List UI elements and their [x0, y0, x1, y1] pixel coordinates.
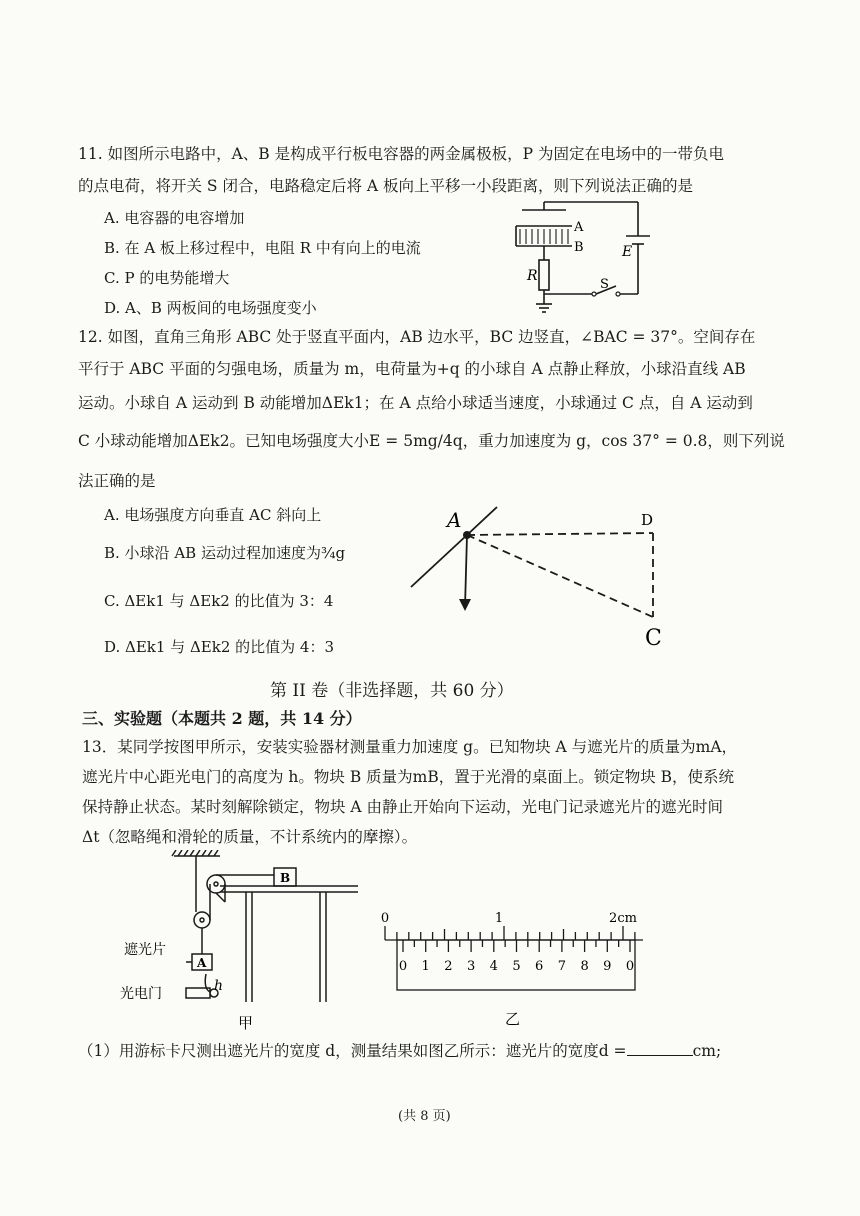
plate-a-label: A	[574, 220, 584, 235]
q13-line1: 13．某同学按图甲所示，安装实验器材测量重力加速度 g。已知物块 A 与遮光片的质量为mA，	[82, 738, 738, 756]
vernier-label: 5	[512, 959, 521, 974]
q12-line1: 12. 如图，直角三角形 ABC 处于竖直平面内，AB 边水平，BC 边竖直，∠BAC = 37°。空间存在	[78, 328, 756, 346]
main-label-2cm: 2cm	[609, 911, 637, 926]
section3-heading: 三、实验题（本题共 2 题，共 14 分）	[82, 709, 362, 728]
q13-sub1	[78, 1040, 721, 1062]
height-h-label: h	[214, 978, 224, 994]
vernier-label: 1	[421, 959, 430, 974]
resistor-label: R	[527, 268, 538, 284]
block-a-label: A	[197, 956, 207, 970]
main-label-0: 0	[380, 911, 390, 926]
block-b-label: B	[280, 871, 291, 885]
vernier-label: 9	[603, 959, 612, 974]
section-title: 第 II 卷（非选择题，共 60 分）	[270, 681, 514, 701]
vernier-label: 2	[444, 959, 453, 974]
q13-sub1-prefix: （1）用游标卡尺测出遮光片的宽度 d，测量结果如图乙所示：遮光片的宽度d =	[78, 1042, 627, 1060]
q12-option-d: D. ΔEk1 与 ΔEk2 的比值为 4：3	[104, 638, 335, 656]
switch-label: S	[600, 277, 609, 292]
q13-line3: 保持静止状态。某时刻解除锁定，物块 A 由静止开始向下运动，光电门记录遮光片的遮光时间	[82, 798, 724, 816]
shade-label: 遮光片	[124, 942, 166, 958]
q12-triangle-diagram	[395, 495, 695, 655]
q12-option-b: B. 小球沿 AB 运动过程加速度为¾g	[104, 544, 346, 562]
q11-option-a: A. 电容器的电容增加	[104, 209, 245, 227]
q12-option-a: A. 电场强度方向垂直 AC 斜向上	[104, 506, 322, 524]
vernier-label: 0	[625, 959, 635, 974]
vernier-label: 4	[489, 959, 498, 974]
vernier-label: 7	[557, 959, 567, 974]
q11-option-d: D. A、B 两板间的电场强度变小	[104, 299, 317, 317]
main-label-1: 1	[494, 911, 504, 926]
q13-line4: Δt（忽略绳和滑轮的质量，不计系统内的摩擦）。	[82, 828, 418, 846]
q13-figure-jia	[120, 850, 370, 1030]
figure-yi-caption: 乙	[505, 1010, 521, 1028]
main-scale	[385, 926, 635, 940]
q12-line3: 运动。小球自 A 运动到 B 动能增加ΔEk1；在 A 点给小球适当速度，小球通过 C 点，自 A 运动到	[78, 394, 753, 412]
vernier-label: 3	[466, 959, 476, 974]
q13-line2: 遮光片中心距光电门的高度为 h。物块 B 质量为mB，置于光滑的桌面上。锁定物块 B，使系统	[82, 768, 735, 786]
q13-sub1-unit: cm;	[692, 1042, 722, 1060]
point-b-label: D	[641, 511, 654, 529]
q12-line5: 法正确的是	[78, 472, 156, 490]
point-a-label: A	[447, 508, 462, 532]
page-footer: (共 8 页)	[398, 1109, 451, 1124]
q12-line4: C 小球动能增加ΔEk2。已知电场强度大小E = 5mg/4q，重力加速度为 g，cos 37° = 0.8，则下列说	[78, 432, 785, 450]
vernier-label: 0	[398, 959, 408, 974]
q11-option-c: C. P 的电势能增大	[104, 269, 230, 287]
figure-jia-caption: 甲	[238, 1014, 254, 1030]
point-c-label: C	[645, 626, 662, 651]
plate-b-label: B	[574, 240, 584, 255]
q12-option-c: C. ΔEk1 与 ΔEk2 的比值为 3：4	[104, 592, 334, 610]
vernier-label: 6	[535, 959, 544, 974]
q11-line2: 的点电荷，将开关 S 闭合，电路稳定后将 A 板向上平移一小段距离，则下列说法正确的是	[78, 177, 694, 195]
q11-option-b: B. 在 A 板上移过程中，电阻 R 中有向上的电流	[104, 239, 421, 257]
photogate-label: 光电门	[120, 986, 162, 1002]
vernier-scale	[403, 940, 630, 952]
q11-line1: 11. 如图所示电路中，A、B 是构成平行板电容器的两金属极板，P 为固定在电场中的一带负电	[78, 145, 724, 163]
q12-line2: 平行于 ABC 平面的匀强电场，质量为 m，电荷量为+q 的小球自 A 点静止释放，小球沿直线 AB	[78, 360, 746, 378]
q11-circuit-diagram	[500, 196, 660, 318]
emf-label: E	[622, 244, 633, 260]
answer-blank-d[interactable]	[627, 1041, 693, 1056]
q13-figure-yi	[375, 910, 655, 1030]
vernier-label: 8	[580, 959, 589, 974]
